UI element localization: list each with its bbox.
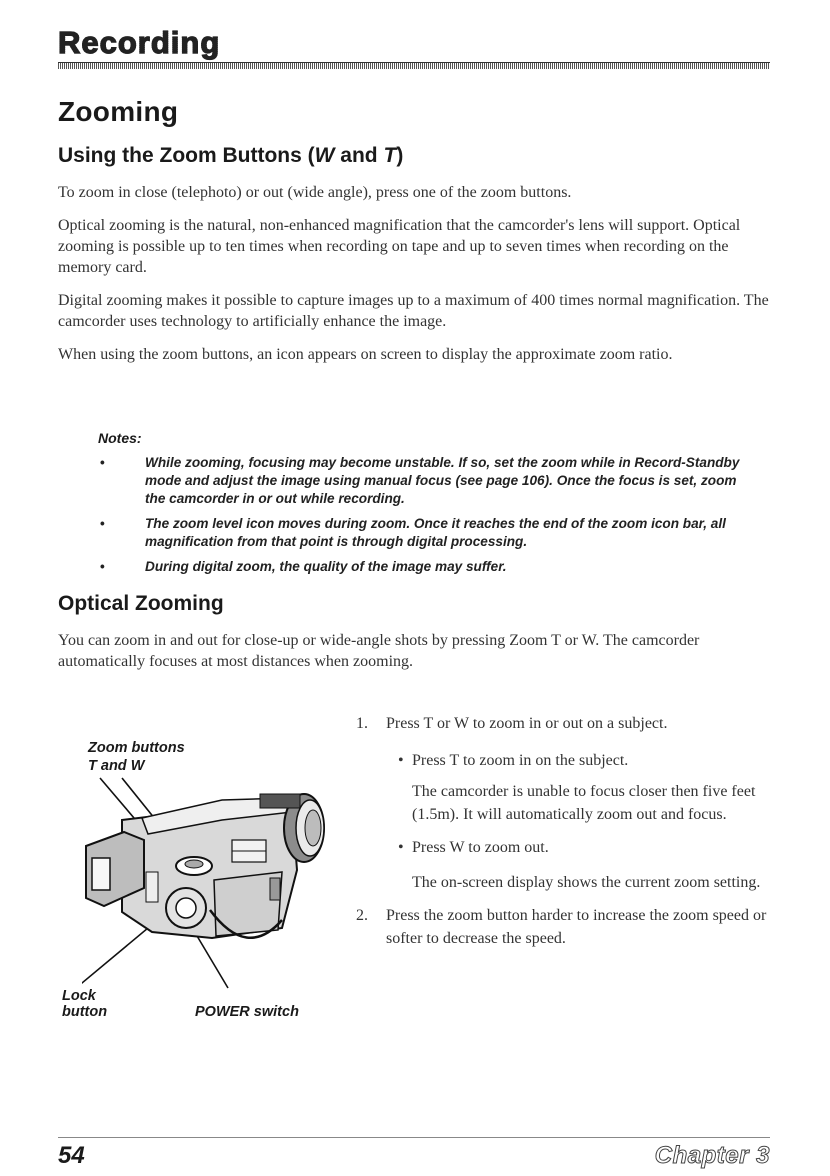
step-text: Press T or W to zoom in or out on a subject. <box>386 715 668 732</box>
paragraph-intro: To zoom in close (telephoto) or out (wide angle), press one of the zoom buttons. <box>58 184 572 201</box>
sub-bullet-text: Press W to zoom out. <box>412 839 549 856</box>
note-text: The zoom level icon moves during zoom. Once it reaches the end of the zoom icon bar, all magnification from that point is through digital processing. <box>145 516 726 549</box>
note-item <box>98 454 758 508</box>
camcorder-illustration <box>82 760 342 990</box>
section-header <box>58 26 770 60</box>
sub-paragraph: The camcorder is unable to focus closer then five feet (1.5m). It will automatically zoom out and focus. <box>412 783 756 823</box>
note-item <box>98 558 758 576</box>
bullet: • <box>100 455 105 470</box>
label-zoom-t-w: T and W <box>88 758 145 774</box>
notes-list <box>98 454 758 583</box>
section-title: Recording <box>58 26 770 60</box>
bullet: • <box>398 752 404 769</box>
paragraph-optical: Optical zooming is the natural, non-enhanced magnification that the camcorder's lens will support. Optical zooming is possible up to ten times when recording on tape and up to seven times when recording on the memory card. <box>58 217 741 276</box>
paragraph-optical-zooming: You can zoom in and out for close-up or wide-angle shots by pressing Zoom T or W. The camcorder automatically focuses at most distances when zooming. <box>58 632 700 670</box>
bullet: • <box>398 839 404 856</box>
step-2 <box>356 904 776 950</box>
zoom-buttons-heading <box>58 144 403 168</box>
label-zoom-buttons: Zoom buttons <box>88 740 185 756</box>
label-button: button <box>62 1004 108 1020</box>
page-title: Zooming <box>58 96 179 127</box>
notes-label: Notes: <box>98 430 142 446</box>
step-1 <box>356 712 776 894</box>
steps-list <box>356 712 776 950</box>
label-lock: Lock <box>62 988 96 1004</box>
label-power-switch: POWER switch <box>195 1004 299 1020</box>
sub-bullet-text: Press T to zoom in on the subject. <box>412 752 629 769</box>
heading-w: W <box>314 144 335 167</box>
sub-bullet <box>398 836 776 859</box>
step-number: 1. <box>356 715 368 732</box>
note-text: During digital zoom, the quality of the image may suffer. <box>145 559 507 574</box>
bullet: • <box>100 516 105 531</box>
sub-bullet <box>398 749 776 772</box>
paragraph-icon: When using the zoom buttons, an icon appears on screen to display the approximate zoom ratio. <box>58 346 673 363</box>
step-number: 2. <box>356 907 368 924</box>
sub-paragraph: The on-screen display shows the current zoom setting. <box>412 874 761 891</box>
note-text: While zooming, focusing may become unstable. If so, set the zoom while in Record-Standby mode and adjust the image using manual focus (see page 106). Once the focus is set, zoom the camcorder in or out while recording. <box>145 455 740 506</box>
heading-t: T <box>383 144 397 167</box>
optical-zooming-heading: Optical Zooming <box>58 592 224 615</box>
footer-rule <box>58 1137 770 1138</box>
page-number: 54 <box>58 1142 85 1169</box>
camcorder-figure <box>62 740 342 1020</box>
section-rule <box>58 62 770 69</box>
heading-suffix: ) <box>396 144 404 167</box>
heading-prefix: Using the Zoom Buttons ( <box>58 144 315 167</box>
bullet: • <box>100 559 105 574</box>
step-text: Press the zoom button harder to increase the zoom speed or softer to decrease the speed. <box>386 907 767 947</box>
note-item <box>98 515 758 551</box>
paragraph-digital: Digital zooming makes it possible to capture images up to a maximum of 400 times normal magnification. The camcorder uses technology to artificially enhance the image. <box>58 292 769 330</box>
heading-and: and <box>334 144 384 167</box>
chapter-label: Chapter 3 <box>654 1142 770 1169</box>
